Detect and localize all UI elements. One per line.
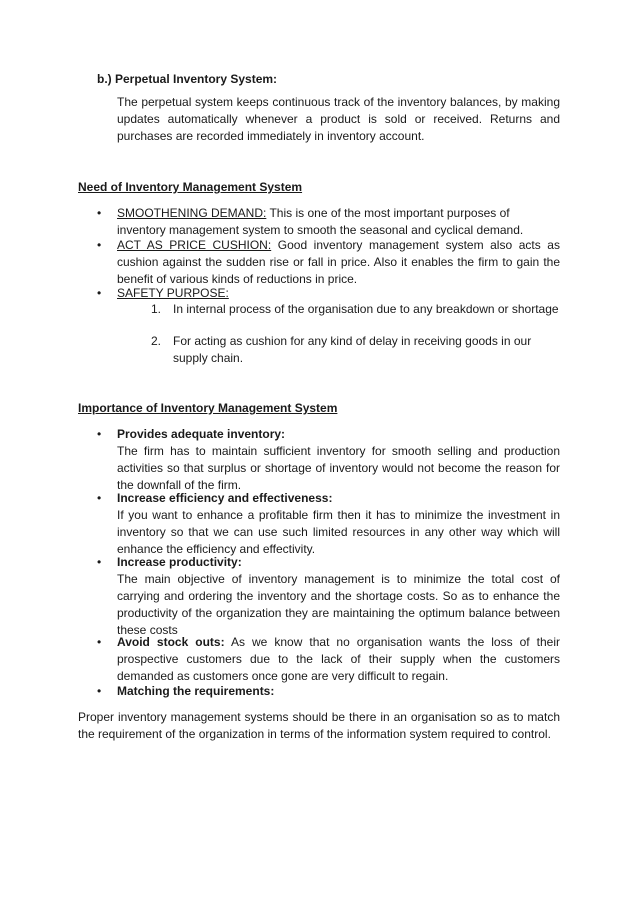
importance-item-text: The firm has to maintain sufficient inventory for smooth selling and production activities so that surplus or shortage of inventory would not become the reason for the downfall of the firm.	[117, 444, 560, 492]
bullet-icon: •	[97, 427, 102, 441]
importance-item-adequate-inventory	[117, 426, 560, 494]
importance-item-text: The main objective of inventory management is to minimize the total cost of carrying and ordering the inventory and the shortage costs. So as to enhance the productivity of the organization they are maintaining the optimum balance between these costs	[117, 572, 560, 637]
bullet-icon: •	[97, 684, 102, 698]
need-item-smoothening	[117, 205, 560, 239]
bullet-icon: •	[97, 238, 102, 252]
safety-subitem: For acting as cushion for any kind of delay in receiving goods in our supply chain.	[173, 334, 532, 365]
bullet-icon: •	[97, 555, 102, 569]
importance-item-title: Matching the requirements:	[117, 684, 275, 698]
bullet-icon: •	[97, 491, 102, 505]
importance-item-efficiency	[117, 490, 560, 558]
need-item-text: Good inventory management system also acts as cushion against the sudden rise or fall in price. Also it enables the firm to gain the benefit of various kinds of reductions in price.	[117, 238, 560, 286]
importance-item-stock-outs	[117, 634, 560, 685]
importance-item-productivity	[117, 554, 560, 639]
importance-item-title: Increase efficiency and effectiveness:	[117, 491, 333, 505]
importance-item-title: Provides adequate inventory:	[117, 427, 286, 441]
safety-subitem: In internal process of the organisation due to any breakdown or shortage	[173, 302, 559, 316]
importance-heading: Importance of Inventory Management System	[78, 401, 338, 415]
importance-item-title: Increase productivity:	[117, 555, 242, 569]
bullet-icon: •	[97, 286, 102, 300]
safety-subitem-number: 2.	[151, 334, 162, 348]
need-item-safety	[117, 285, 560, 302]
need-item-price-cushion	[117, 237, 560, 288]
perpetual-body: The perpetual system keeps continuous track of the inventory balances, by making updates automatically whenever a product is sold or received. Returns and purchases are recorded immediately in inventory account.	[117, 95, 560, 143]
need-item-label: SAFETY PURPOSE:	[117, 286, 229, 300]
need-heading: Need of Inventory Management System	[78, 180, 303, 194]
bullet-icon: •	[97, 635, 102, 649]
importance-item-text: If you want to enhance a profitable firm then it has to minimize the investment in inventory so that we can use such limited resources in any other way which will enhance the efficiency and effectivity.	[117, 508, 560, 556]
perpetual-title: b.) Perpetual Inventory System:	[97, 72, 278, 86]
conclusion-paragraph: Proper inventory management systems should be there in an organisation so as to match the requirement of the organization in terms of the information system required to control.	[78, 710, 560, 741]
importance-item-text: As we know that no organisation wants the loss of their prospective customers due to the lack of their supply when the customers demanded as customers once gone are very difficult to regain.	[117, 635, 560, 683]
importance-item-matching	[117, 683, 560, 700]
need-item-text: This is one of the most important purposes of inventory management system to smooth the seasonal and cyclical demand.	[117, 206, 524, 237]
need-item-label: ACT AS PRICE CUSHION:	[117, 238, 272, 252]
need-item-label: SMOOTHENING DEMAND:	[117, 206, 267, 220]
importance-item-title: Avoid stock outs:	[117, 635, 225, 649]
bullet-icon: •	[97, 206, 102, 220]
safety-subitem-number: 1.	[151, 302, 162, 316]
